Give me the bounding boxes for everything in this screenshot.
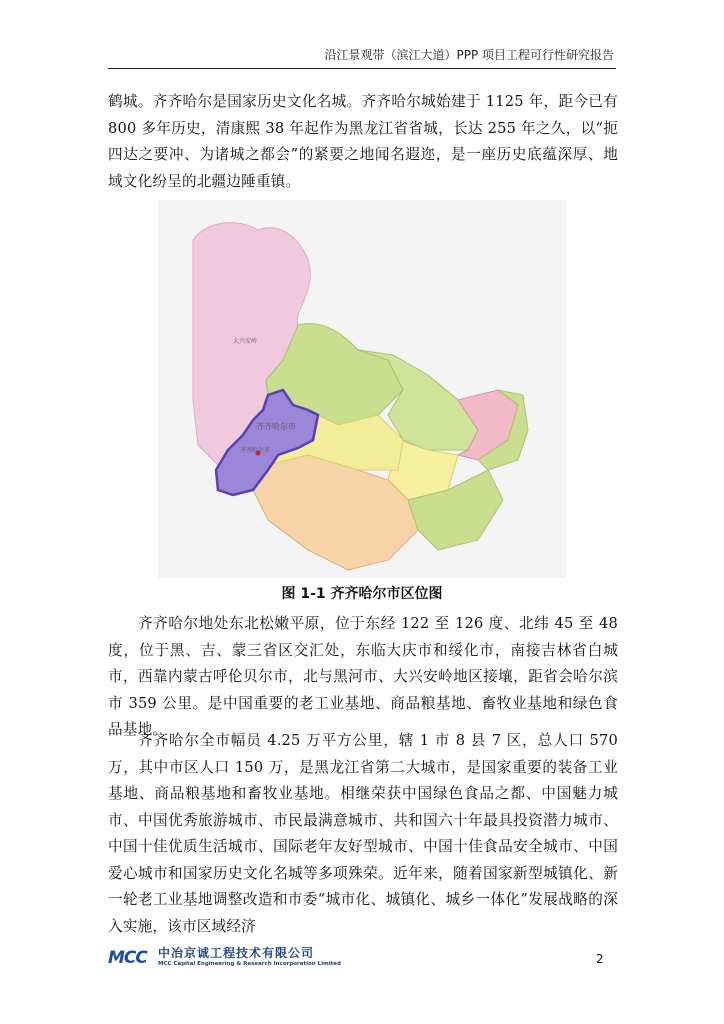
figure-caption: 图 1-1 齐齐哈尔市区位图: [281, 586, 443, 602]
paragraph-3: 齐齐哈尔全市幅员 4.25 万平方公里，辖 1 市 8 县 7 区，总人口 570 万，其中市区人口 150 万，是黑龙江省第二大城市，是国家重要的装备工业基地、商品粮基地和畜牧业基地。相继荣获中国绿色食品之都、中国魅力城市、中国优秀旅游城市、市民最满意城市、共和国六十年最具投资潜力城市、中国十佳优质生活城市、国际老年友好型城市、中国十佳食品安全城市、中国爱心城市和国家历史文化名城等多项殊荣。近年来，随着国家新型城镇化、新一轮老工业基地调整改造和市委“城市化、城镇化、城乡一体化”发展战略的深入实施，该市区域经济: [108, 732, 618, 935]
heilongjiang-map-svg: [158, 200, 566, 578]
mcc-logo-mark: MCC: [108, 948, 147, 968]
page-header-title: 沿江景观带（滨江大道）PPP 项目工程可行性研究报告: [324, 48, 614, 62]
map-label-city-point: 齐齐哈尔市: [240, 447, 271, 454]
company-logo: [108, 944, 428, 974]
page-number: 2: [596, 952, 604, 966]
paragraph-1: 鹤城。齐齐哈尔是国家历史文化名城。齐齐哈尔城始建于 1125 年，距今已有 800 多年历史，清康熙 38 年起作为黑龙江省省城，长达 255 年之久，以“扼四达之要冲、为诸城之都会”的紧要之地闻名遐迩，是一座历史底蕴深厚、地域文化纷呈的北疆边陲重镇。: [108, 93, 618, 190]
company-name-en: MCC Capital Engineering & Research Incorporation Limited: [158, 961, 341, 967]
header-rule: [108, 68, 616, 69]
paragraph-2: 齐齐哈尔地处东北松嫩平原，位于东经 122 至 126 度、北纬 45 至 48 度，位于黑、吉、蒙三省区交汇处，东临大庆市和绥化市，南接吉林省白城市，西靠内蒙古呼伦贝尔市，北与黑河市、大兴安岭地区接壤，距省会哈尔滨市 359 公里。是中国重要的老工业基地、商品粮基地、畜牧业基地和绿色食品基地。: [108, 615, 618, 738]
company-name-cn: 中冶京诚工程技术有限公司: [158, 946, 315, 960]
map-label-qiqihar: 齐齐哈尔市: [256, 422, 296, 431]
location-map: [158, 200, 566, 578]
map-label-other-region: 大兴安岭: [233, 338, 258, 345]
